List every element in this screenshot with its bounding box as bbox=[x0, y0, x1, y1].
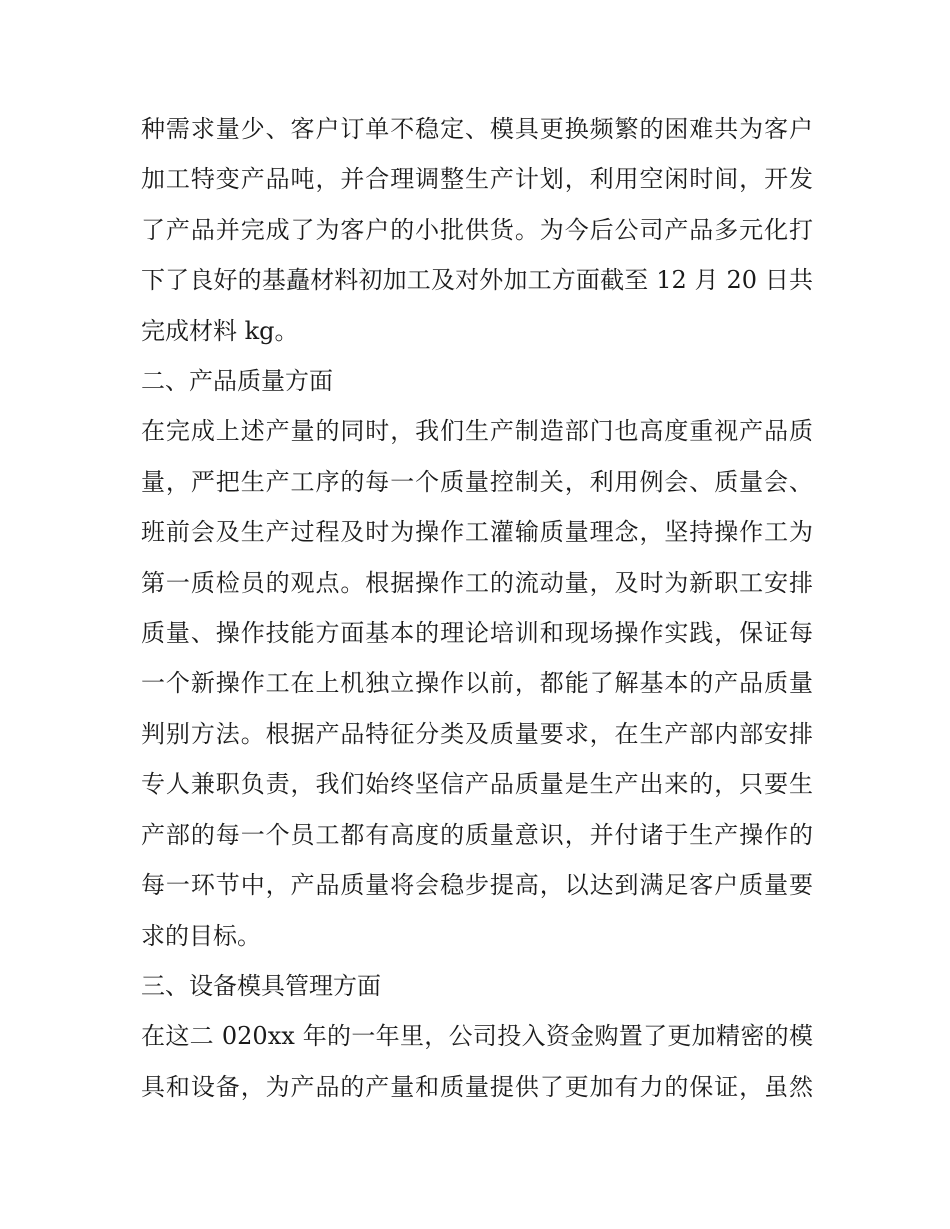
text-line: 每一环节中，产品质量将会稳步提高，以达到满足客户质量要 bbox=[141, 871, 813, 900]
text-line: 完成材料 kg。 bbox=[141, 316, 299, 345]
text-line: 具和设备，为产品的产量和质量提供了更加有力的保证，虽然 bbox=[141, 1072, 813, 1101]
text-line: 求的目标。 bbox=[141, 921, 261, 950]
section-heading-quality: 二、产品质量方面 bbox=[141, 367, 333, 396]
text-line: 下了良好的基矗材料初加工及对外加工方面截至 12 月 20 日共 bbox=[141, 266, 813, 295]
text-line: 产部的每一个员工都有高度的质量意识，并付诸于生产操作的 bbox=[141, 820, 813, 849]
text-line: 量，严把生产工序的每一个质量控制关，利用例会、质量会、 bbox=[141, 467, 813, 496]
text-line: 种需求量少、客户订单不稳定、模具更换频繁的困难共为客户 bbox=[141, 115, 813, 143]
paragraph-equipment bbox=[141, 1011, 813, 1112]
text-line: 加工特变产品吨，并合理调整生产计划，利用空闲时间，开发 bbox=[141, 165, 813, 194]
document-body bbox=[141, 104, 813, 1112]
paragraph-quality bbox=[141, 406, 813, 960]
text-line: 专人兼职负责，我们始终坚信产品质量是生产出来的，只要生 bbox=[141, 770, 813, 799]
paragraph-material-processing bbox=[141, 104, 813, 356]
text-line: 班前会及生产过程及时为操作工灌输质量理念，坚持操作工为 bbox=[141, 518, 813, 547]
text-line: 判别方法。根据产品特征分类及质量要求，在生产部内部安排 bbox=[141, 719, 813, 748]
text-line: 质量、操作技能方面基本的理论培训和现场操作实践，保证每 bbox=[141, 619, 813, 648]
text-line: 第一质检员的观点。根据操作工的流动量，及时为新职工安排 bbox=[141, 568, 813, 597]
text-line: 在完成上述产量的同时，我们生产制造部门也高度重视产品质 bbox=[141, 417, 813, 446]
section-heading-equipment: 三、设备模具管理方面 bbox=[141, 971, 381, 1000]
text-line: 一个新操作工在上机独立操作以前，都能了解基本的产品质量 bbox=[141, 669, 813, 698]
text-line: 了产品并完成了为客户的小批供货。为今后公司产品多元化打 bbox=[141, 215, 813, 244]
text-line: 在这二 020xx 年的一年里，公司投入资金购置了更加精密的模 bbox=[141, 1022, 813, 1051]
